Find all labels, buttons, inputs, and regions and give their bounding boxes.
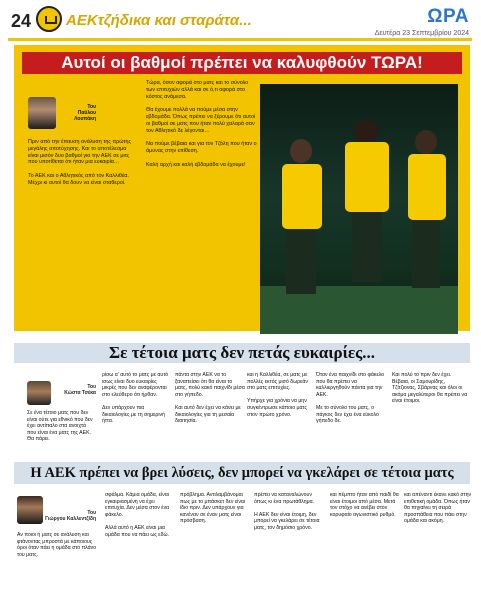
story-2-column-5: Όταν ένα παιχνίδι στο φάκελο που θα πρέπει να καλλιεργηθούν πάντα για την ΑΕΚ. Με το σύνολο του ματς, ο πάγκος δεν έχει ένα εύκολο γήπεδο δε. (316, 372, 385, 425)
section-title: ΑΕΚτζήδικα και σταράτα... (66, 12, 252, 29)
reporter-2-photo (27, 381, 51, 405)
story-3-byline: Του Γιώργου Καλλεντζίδη (45, 510, 96, 522)
story-1-column-2: Τώρα, όσον αφορά στο ματς και το σύνολο των επιτυχιών αλλά και σε ό,τι αφορά στο κόστος ανάμεσα. Θα έχουμε πολλά να πούμε μέσα στην εβδομάδα. Όπως πρέπει να ξέρουμε ότι αυτοί οι βαθμοί σε ματς που ήταν πολύ χαλαρά σαν τον Αθλητικό δε λέγονται… Να πούμε βέβαια και για τον Τζόλη που ήταν ο άμυνας στην επίθεση. Καλή αρχή και καλή εβδομάδα να έχουμε! (146, 80, 257, 168)
story-3-column-6: και απέναντι έκανε κακό στην επιθετική ομάδα. Όπως ήταν θα πηγαίνει τη σειρά προσπάθεια που πάει στην ομάδα και ακόμη. (404, 492, 473, 525)
page-number: 24 (11, 11, 32, 31)
match-photo (260, 84, 458, 334)
story-3-headline: Η ΑΕΚ πρέπει να βρει λύσεις, δεν μπορεί να γκελάρει σε τέτοια ματς (14, 462, 470, 484)
player-shorts (286, 230, 316, 294)
player-jersey (345, 142, 389, 212)
player-shorts (412, 220, 440, 288)
player-shorts (352, 212, 382, 282)
aek-logo-icon (36, 6, 62, 32)
reporter-3-photo (17, 496, 43, 524)
newspaper-logo: ΩΡΑ (427, 6, 469, 27)
player-jersey (408, 154, 446, 220)
story-1-headline: Αυτοί οι βαθμοί πρέπει να καλυφθούν ΤΩΡΑ! (22, 52, 462, 74)
story-3-column-3: πρόβλημα. Αντιλαμβάνομαι πως με το μπάσκετ δεν είναι ίδιο πριν. Δεν υπάρχουν για κανέναν σε έναν ματς είναι πρόσβαση. (180, 492, 247, 525)
story-3-column-1: Αν ποιοι ή ματς σε ανάλυση και φτάνοντας μπροστά με κάποιους όροι όταν πάει η ομάδα στο πλάνο του ματς. (17, 532, 98, 558)
story-1-byline: Του Παύλου Λουπάκη (74, 104, 96, 122)
story-3-column-2: σφάλμα. Κάμια ομάδα, είναι εγκαιριασμένη να έχει επιτυχία. Δεν μέσα στον ένα φάκελο. Αλλά αυτό η ΑΕΚ είναι μια ομάδα που να πάει ως εδώ. (105, 492, 170, 538)
story-2-headline: Σε τέτοια ματς δεν πετάς ευκαιρίες... (14, 343, 470, 363)
player-head (354, 120, 378, 144)
story-3-column-5: και πέμπτο ήταν από παιδί θα είναι έτοιμοι από μέσα. Μετά τον στόχο να ανέβει στον κορυφαίο αγωνιστικό ρυθμό. (330, 492, 401, 518)
story-2-column-3: πάντα στην ΑΕΚ να το ξαναπείσει ότι θα είναι το ματς, πολύ κακό παιχνίδι μέσα στο γήπεδο. Και αυτό δεν έχει να κάνει με δικαιολογίες για τη μεσαία διαιτησία. (175, 372, 245, 425)
player-head (290, 139, 312, 163)
story-1-column-1: Πριν από την έπαυση ανάλυση της πρώτης μεγάλης αποτύχησης. Και το αποτέλεσμα είναι μισόν δυο βαθμοί για την ΑΕΚ σε μιτς που υποτίθεται ότι ήταν μια ευκαιρία… Το ΑΕΚ και ο Αθλητικός από τον Καλλιθέα. Μέχρι κι αυτοί θα δουν να είναι σταθεροί. (28, 139, 132, 186)
story-2-byline: Του Κώστα Τσέκα (64, 384, 96, 396)
story-3-column-4: πρέπει να καταναλώνουν όπως κι ένα πρωτάθλημα. Η ΑΕΚ δεν είναι έτοιμη, δεν μπορεί να γκελάρει σε τέτοια ματς, τον δημόσιο χρόνο. (254, 492, 320, 531)
story-2-column-4: και η Καλλιθέα, σε ματς με πολλές εκτός μισό δωρεάν στο ματς επιτυχίες. Υπήρχε για χρόνια να μην συγκέντρωσε κάποιο ματς στον πρώτο χρόνο. (247, 372, 308, 418)
story-2-column-2: ρίσω α' αυτό το ματς με αυτό ισως είναι δυο ευκαιρίες μικρές που δεν αναφέρονται στο ελεύθερο ότι ήρθαν. Δεν υπάρχουν πια δικαιολογίες με τη σημερινή ήττα. (102, 372, 169, 425)
reporter-1-photo (28, 97, 56, 129)
player-jersey (282, 164, 322, 229)
story-2-column-6: Και πολύ το πριν δεν έχει. Βέβαια, οι Σαμουρίδης, Τζίτζιονας, Σβάρνας και όλοι οι ακόμα μεγαλύτεροι θα πρέπει να είναι έτοιμοι. (392, 372, 469, 405)
story-2-column-1: Σε ένα τέτοιο ματς που δεν είναι ούτε για εθνικό που δεν έχει αντίπαλο στα ανοιχτά που είναι ένα ματς της ΑΕΚ. Θα πάρει. (27, 410, 95, 443)
page-header (0, 0, 481, 42)
header-divider (8, 38, 472, 41)
issue-date: Δευτέρα 23 Σεπτεμβρίου 2024 (374, 30, 469, 37)
player-head (415, 130, 437, 154)
